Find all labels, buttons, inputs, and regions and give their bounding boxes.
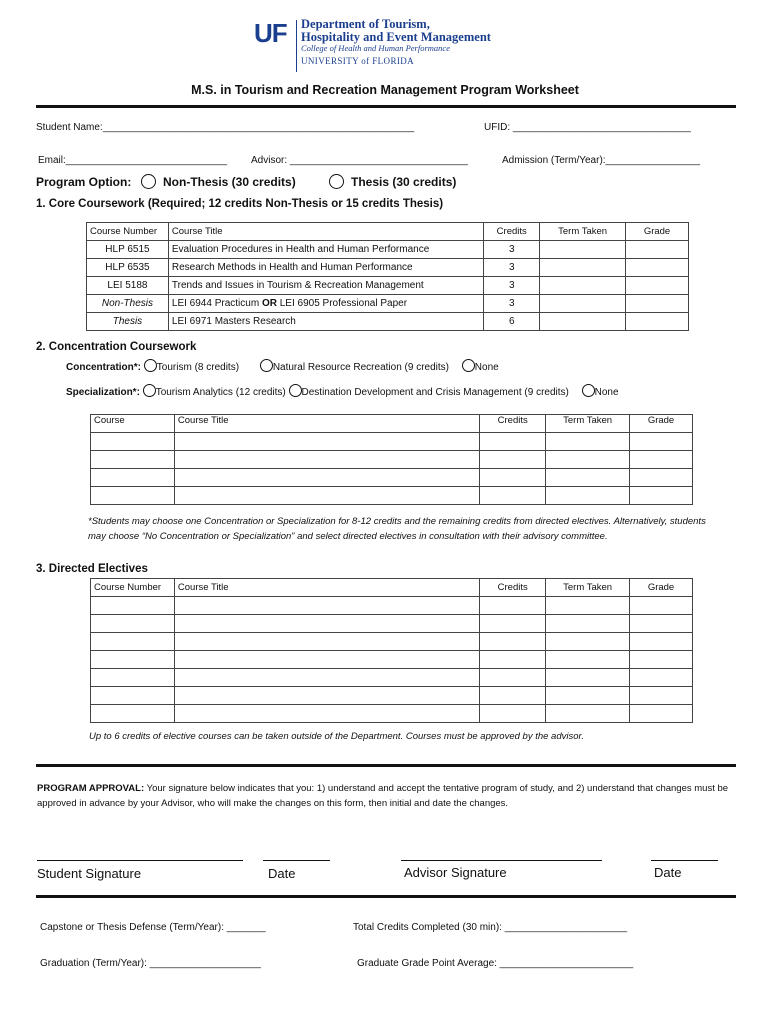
table-row[interactable] — [91, 651, 693, 669]
course-credits: 3 — [484, 241, 540, 259]
grade-cell[interactable] — [626, 259, 689, 277]
approval-text — [37, 781, 732, 811]
tourism-option: Tourism (8 credits) — [156, 362, 240, 373]
concentration-label: Concentration*: — [66, 362, 141, 373]
approval-rule — [36, 764, 736, 767]
term-taken-cell[interactable] — [540, 241, 626, 259]
grade-cell[interactable] — [626, 277, 689, 295]
concentration-row — [66, 359, 499, 373]
conc-th-course: Course — [91, 415, 175, 433]
core-th-term: Term Taken — [540, 223, 626, 241]
advisor-field[interactable]: Advisor: ________________________________ — [251, 155, 468, 166]
logo-divider — [296, 20, 297, 72]
thesis-label: Thesis (30 credits) — [351, 175, 457, 189]
uf-logo: UF — [254, 18, 287, 48]
practicum-text: LEI 6944 Practicum — [171, 298, 260, 309]
course-title: Trends and Issues in Tourism & Recreation Management — [168, 277, 483, 295]
elec-th-title: Course Title — [174, 579, 479, 597]
core-heading: 1. Core Coursework (Required; 12 credits Non-Thesis or 15 credits Thesis) — [36, 198, 444, 210]
email-field[interactable]: Email:_____________________________ — [38, 155, 228, 166]
course-number: LEI 5188 — [87, 277, 169, 295]
table-row[interactable] — [91, 451, 693, 469]
course-number: Non-Thesis — [87, 295, 169, 313]
course-title: Evaluation Procedures in Health and Human Performance — [168, 241, 483, 259]
conc-th-credits: Credits — [480, 415, 546, 433]
gpa-field[interactable]: Graduate Grade Point Average: ________________________ — [357, 958, 634, 969]
table-row[interactable] — [91, 487, 693, 505]
course-number: HLP 6535 — [87, 259, 169, 277]
electives-heading: 3. Directed Electives — [36, 563, 148, 575]
grade-cell[interactable] — [626, 295, 689, 313]
date1-line[interactable] — [263, 860, 330, 861]
course-number: HLP 6515 — [87, 241, 169, 259]
date1-label: Date — [268, 866, 296, 881]
destination-option: Destination Development and Crisis Management (9 credits) — [301, 387, 569, 398]
table-row[interactable] — [91, 469, 693, 487]
table-row[interactable] — [91, 615, 693, 633]
or-text: OR — [261, 298, 277, 309]
core-th-number: Course Number — [87, 223, 169, 241]
specialization-label: Specialization*: — [66, 387, 140, 398]
program-option-label: Program Option: — [36, 175, 132, 189]
concentration-heading: 2. Concentration Coursework — [36, 341, 197, 353]
electives-table — [90, 578, 693, 723]
approval-label: PROGRAM APPROVAL: — [37, 783, 145, 794]
analytics-radio[interactable] — [143, 384, 156, 397]
core-header-row — [87, 223, 689, 241]
table-row[interactable] — [91, 597, 693, 615]
elec-th-credits: Credits — [480, 579, 546, 597]
student-signature-line[interactable] — [37, 860, 243, 861]
table-row — [87, 295, 689, 313]
student-signature-label: Student Signature — [37, 866, 142, 881]
elec-header-row — [91, 579, 693, 597]
capstone-field[interactable]: Capstone or Thesis Defense (Term/Year): _______ — [40, 922, 266, 933]
admission-field[interactable]: Admission (Term/Year):_________________ — [502, 155, 701, 166]
dept-line-2: Hospitality and Event Management — [301, 30, 491, 45]
table-row[interactable] — [91, 705, 693, 723]
concentration-note: *Students may choose one Concentration or Specialization for 8-12 credits and the remaining credits from directed electives. Alternatively, students may choose “No Concentration or Specialization” and select directed electives in consultation with their advisory committee. — [88, 516, 706, 542]
term-taken-cell[interactable] — [540, 313, 626, 331]
grade-cell[interactable] — [626, 241, 689, 259]
core-table — [86, 222, 689, 331]
course-credits: 3 — [484, 295, 540, 313]
date2-line[interactable] — [651, 860, 718, 861]
table-row[interactable] — [91, 633, 693, 651]
course-credits: 3 — [484, 277, 540, 295]
approval-body: Your signature below indicates that you: 1) understand and accept the tentative program of study, and 2) understand that changes must be approved in advance by your Advisor, who will make the changes on this form, then initial and date the changes. — [37, 783, 729, 809]
table-row[interactable] — [91, 687, 693, 705]
term-taken-cell[interactable] — [540, 295, 626, 313]
professional-paper-text: LEI 6905 Professional Paper — [279, 298, 408, 309]
conc-none-radio[interactable] — [462, 359, 475, 372]
college-name: College of Health and Human Performance — [301, 43, 450, 54]
spec-none-radio[interactable] — [582, 384, 595, 397]
conc-th-title: Course Title — [174, 415, 479, 433]
electives-note: Up to 6 credits of elective courses can be taken outside of the Department. Courses must be approved by the advisor. — [89, 731, 584, 742]
tourism-radio[interactable] — [144, 359, 157, 372]
core-th-title: Course Title — [168, 223, 483, 241]
analytics-option: Tourism Analytics (12 credits) — [155, 387, 286, 398]
table-row[interactable] — [91, 669, 693, 687]
dept-line-1: Department of Tourism, — [301, 17, 430, 31]
conc-th-grade: Grade — [630, 415, 693, 433]
table-row — [87, 259, 689, 277]
table-row[interactable] — [91, 433, 693, 451]
ufid-field[interactable]: UFID: ________________________________ — [484, 122, 691, 133]
table-row — [87, 277, 689, 295]
specialization-row — [66, 384, 619, 398]
natural-resource-radio[interactable] — [260, 359, 273, 372]
student-name-field[interactable]: Student Name:________________________________________________________ — [36, 122, 415, 133]
advisor-signature-label: Advisor Signature — [404, 865, 507, 880]
elec-th-term: Term Taken — [546, 579, 630, 597]
conc-header-row — [91, 415, 693, 433]
date2-label: Date — [654, 865, 682, 880]
term-taken-cell[interactable] — [540, 259, 626, 277]
destination-radio[interactable] — [289, 384, 302, 397]
core-th-credits: Credits — [484, 223, 540, 241]
core-th-grade: Grade — [626, 223, 689, 241]
course-credits: 6 — [484, 313, 540, 331]
elec-th-number: Course Number — [91, 579, 175, 597]
elec-th-grade: Grade — [630, 579, 693, 597]
table-row — [87, 313, 689, 331]
course-title: LEI 6971 Masters Research — [168, 313, 483, 331]
signature-rule — [36, 895, 736, 898]
total-credits-field[interactable]: Total Credits Completed (30 min): ______________________ — [353, 922, 628, 933]
advisor-signature-line[interactable] — [401, 860, 602, 861]
thesis-radio[interactable] — [329, 174, 344, 192]
spec-none-option: None — [594, 387, 619, 398]
graduation-field[interactable]: Graduation (Term/Year): ____________________ — [40, 958, 261, 969]
non-thesis-label: Non-Thesis (30 credits) — [163, 175, 296, 189]
university-name: UNIVERSITY of FLORIDA — [301, 56, 415, 67]
title-rule — [36, 105, 736, 108]
table-row — [87, 241, 689, 259]
department-logo-text — [301, 18, 491, 67]
non-thesis-radio[interactable] — [141, 174, 156, 192]
natural-resource-option: Natural Resource Recreation (9 credits) — [272, 362, 449, 373]
course-credits: 3 — [484, 259, 540, 277]
course-title — [168, 295, 483, 313]
course-title: Research Methods in Health and Human Performance — [168, 259, 483, 277]
term-taken-cell[interactable] — [540, 277, 626, 295]
conc-none-option: None — [474, 362, 499, 373]
grade-cell[interactable] — [626, 313, 689, 331]
course-number: Thesis — [87, 313, 169, 331]
page-title: M.S. in Tourism and Recreation Management Program Worksheet — [191, 83, 579, 97]
concentration-table — [90, 414, 693, 505]
conc-th-term: Term Taken — [546, 415, 630, 433]
